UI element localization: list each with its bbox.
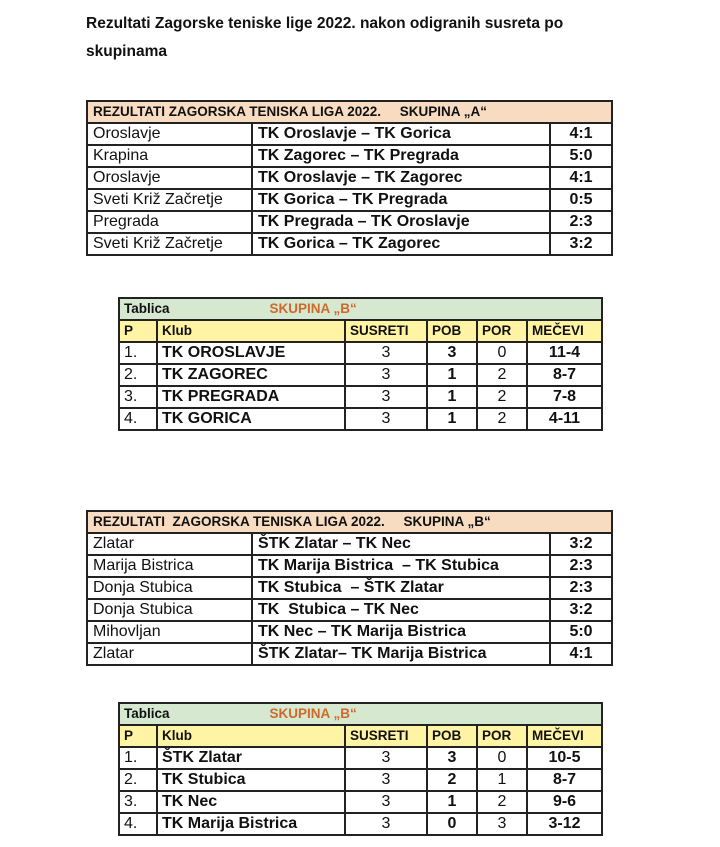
standings-table-group-a [118,297,603,431]
venue-cell: Donja Stubica [87,577,252,599]
played-cell: 3 [345,769,427,791]
venue-cell: Marija Bistrica [87,555,252,577]
column-header-klub: Klub [157,320,345,342]
club-cell: TK GORICA [157,408,345,430]
played-cell: 3 [345,386,427,408]
match-cell: ŠTK Zlatar – TK Nec [252,533,550,555]
losses-cell: 2 [477,364,527,386]
losses-cell: 2 [477,791,527,813]
score-cell: 4:1 [550,167,612,189]
table-row [119,747,602,769]
results-header-row [87,101,612,123]
standings-label: Tablica [124,301,170,316]
played-cell: 3 [345,364,427,386]
venue-cell: Sveti Križ Začretje [87,233,252,255]
table-row [119,769,602,791]
matches-cell: 7-8 [527,386,602,408]
matches-cell: 10-5 [527,747,602,769]
matches-cell: 3-12 [527,813,602,835]
group-label: SKUPINA „B“ [269,301,357,316]
club-cell: TK Marija Bistrica [157,813,345,835]
match-cell: TK Zagorec – TK Pregrada [252,145,550,167]
standings-table-group-b [118,702,603,836]
match-cell: TK Gorica – TK Zagorec [252,233,550,255]
wins-cell: 1 [427,791,477,813]
score-cell: 3:2 [550,233,612,255]
score-cell: 3:2 [550,533,612,555]
losses-cell: 0 [477,747,527,769]
wins-cell: 3 [427,747,477,769]
column-header-p: P [119,725,157,747]
table-row [119,364,602,386]
score-cell: 0:5 [550,189,612,211]
wins-cell: 0 [427,813,477,835]
match-cell: TK Marija Bistrica – TK Stubica [252,555,550,577]
venue-cell: Sveti Križ Začretje [87,189,252,211]
column-header-pob: POB [427,320,477,342]
wins-cell: 2 [427,769,477,791]
column-header-susreti: SUSRETI [345,320,427,342]
table-row [119,386,602,408]
losses-cell: 1 [477,769,527,791]
table-row [87,123,612,145]
document-title: Rezultati Zagorske teniske lige 2022. nakon odigranih susreta po skupinama [86,15,564,60]
losses-cell: 2 [477,408,527,430]
table-row [87,211,612,233]
standings-columns-row [119,725,602,747]
results-header: REZULTATI ZAGORSKA TENISKA LIGA 2022. SKUPINA „B“ [87,511,612,533]
wins-cell: 1 [427,386,477,408]
wins-cell: 3 [427,342,477,364]
losses-cell: 0 [477,342,527,364]
table-row [87,189,612,211]
table-row [87,145,612,167]
results-table-group-a [86,100,613,256]
match-cell: TK Stubica – TK Nec [252,599,550,621]
match-cell: TK Stubica – ŠTK Zlatar [252,577,550,599]
match-cell: TK Oroslavje – TK Gorica [252,123,550,145]
match-cell: TK Nec – TK Marija Bistrica [252,621,550,643]
matches-cell: 11-4 [527,342,602,364]
match-cell: TK Pregrada – TK Oroslavje [252,211,550,233]
club-cell: ŠTK Zlatar [157,747,345,769]
table-row [119,813,602,835]
table-row [87,555,612,577]
score-cell: 5:0 [550,145,612,167]
table-row [87,233,612,255]
position-cell: 1. [119,747,157,769]
table-row [119,408,602,430]
table-row [87,621,612,643]
wins-cell: 1 [427,408,477,430]
column-header-susreti: SUSRETI [345,725,427,747]
played-cell: 3 [345,342,427,364]
losses-cell: 2 [477,386,527,408]
results-header-row [87,511,612,533]
matches-cell: 9-6 [527,791,602,813]
standings-label: Tablica [124,706,170,721]
results-table-group-b [86,510,613,666]
score-cell: 3:2 [550,599,612,621]
position-cell: 1. [119,342,157,364]
played-cell: 3 [345,813,427,835]
column-header-por: POR [477,725,527,747]
venue-cell: Oroslavje [87,123,252,145]
table-row [87,643,612,665]
position-cell: 3. [119,791,157,813]
venue-cell: Pregrada [87,211,252,233]
table-row [119,791,602,813]
score-cell: 2:3 [550,211,612,233]
column-header-klub: Klub [157,725,345,747]
played-cell: 3 [345,747,427,769]
position-cell: 4. [119,813,157,835]
venue-cell: Oroslavje [87,167,252,189]
column-header-mecevi: MEČEVI [527,725,602,747]
club-cell: TK Stubica [157,769,345,791]
position-cell: 2. [119,769,157,791]
score-cell: 5:0 [550,621,612,643]
score-cell: 2:3 [550,555,612,577]
column-header-p: P [119,320,157,342]
score-cell: 4:1 [550,643,612,665]
matches-cell: 4-11 [527,408,602,430]
club-cell: TK ZAGOREC [157,364,345,386]
position-cell: 3. [119,386,157,408]
venue-cell: Zlatar [87,643,252,665]
club-cell: TK OROSLAVJE [157,342,345,364]
table-row [87,577,612,599]
standings-columns-row [119,320,602,342]
position-cell: 4. [119,408,157,430]
results-header: REZULTATI ZAGORSKA TENISKA LIGA 2022. SKUPINA „A“ [87,101,612,123]
table-row [119,342,602,364]
venue-cell: Krapina [87,145,252,167]
column-header-mecevi: MEČEVI [527,320,602,342]
club-cell: TK Nec [157,791,345,813]
table-row [87,533,612,555]
matches-cell: 8-7 [527,769,602,791]
venue-cell: Donja Stubica [87,599,252,621]
played-cell: 3 [345,408,427,430]
venue-cell: Mihovljan [87,621,252,643]
column-header-por: POR [477,320,527,342]
venue-cell: Zlatar [87,533,252,555]
table-row [87,167,612,189]
standings-title-row [119,298,602,320]
wins-cell: 1 [427,364,477,386]
table-row [87,599,612,621]
position-cell: 2. [119,364,157,386]
club-cell: TK PREGRADA [157,386,345,408]
column-header-pob: POB [427,725,477,747]
standings-title-row [119,703,602,725]
group-label: SKUPINA „B“ [269,706,357,721]
score-cell: 2:3 [550,577,612,599]
match-cell: ŠTK Zlatar– TK Marija Bistrica [252,643,550,665]
matches-cell: 8-7 [527,364,602,386]
played-cell: 3 [345,791,427,813]
losses-cell: 3 [477,813,527,835]
score-cell: 4:1 [550,123,612,145]
match-cell: TK Oroslavje – TK Zagorec [252,167,550,189]
match-cell: TK Gorica – TK Pregrada [252,189,550,211]
